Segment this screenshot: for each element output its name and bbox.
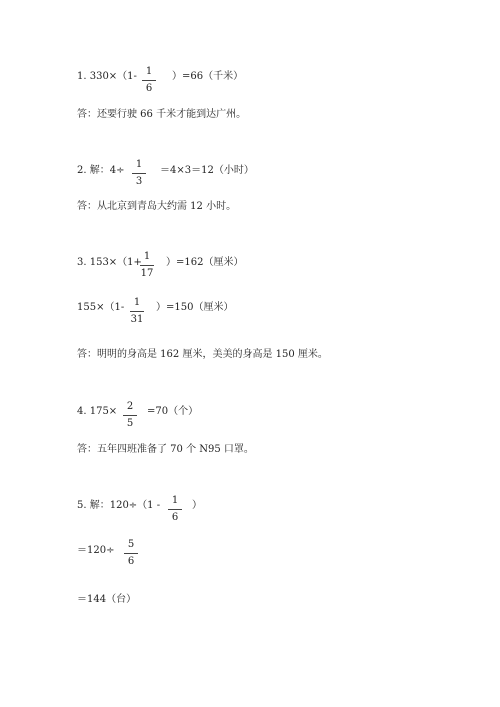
- p3-answer: 答：明明的身高是 162 厘米，美美的身高是 150 厘米。: [77, 349, 328, 360]
- p1-fraction-numerator: 1: [145, 66, 153, 77]
- p5-line1-denominator: 6: [171, 512, 179, 523]
- p3-line1-start: 3. 153×（1+: [77, 257, 142, 268]
- p2-fraction-denominator: 3: [135, 176, 143, 187]
- p5-line1-numerator: 1: [171, 495, 179, 506]
- p4-fraction-numerator: 2: [126, 401, 134, 412]
- p3-line1-fraction: [136, 251, 158, 280]
- p5-line2-fraction: [120, 539, 142, 568]
- fraction-bar: [142, 80, 156, 81]
- p5-line1-fraction: [164, 495, 186, 524]
- p4-expression-start: 4. 175×: [77, 406, 118, 417]
- p4-fraction-denominator: 5: [126, 418, 134, 429]
- p3-line1-end: ）=162（厘米）: [166, 257, 244, 268]
- fraction-bar: [130, 311, 144, 312]
- p5-line2-start: ＝120÷: [77, 545, 115, 556]
- p1-answer: 答：还要行驶 66 千米才能到达广州。: [77, 109, 247, 120]
- p4-fraction: [119, 401, 141, 430]
- p3-line2-start: 155×（1-: [77, 302, 125, 313]
- fraction-bar: [124, 553, 138, 554]
- p5-line2-numerator: 5: [127, 539, 135, 550]
- fraction-bar: [140, 265, 154, 266]
- p1-expression-end: ）=66（千米）: [172, 71, 244, 82]
- p3-line2-numerator: 1: [133, 297, 141, 308]
- p1-fraction: [138, 66, 160, 95]
- p4-expression-end: =70（个）: [147, 406, 199, 417]
- p4-answer: 答：五年四班准备了 70 个 N95 口罩。: [77, 444, 254, 455]
- fraction-bar: [168, 509, 182, 510]
- p5-line1-end: ）: [192, 500, 202, 511]
- p3-line1-numerator: 1: [143, 251, 151, 262]
- p2-expression-start: 2. 解：4÷: [77, 165, 125, 176]
- p5-line1-start: 5. 解：120÷（1 -: [77, 500, 161, 511]
- p5-line2-denominator: 6: [127, 556, 135, 567]
- p2-answer: 答：从北京到青岛大约需 12 小时。: [77, 201, 237, 212]
- p2-expression-end: ＝4×3＝12（小时）: [160, 165, 254, 176]
- p2-fraction-numerator: 1: [135, 159, 143, 170]
- fraction-bar: [132, 173, 146, 174]
- p3-line2-denominator: 31: [130, 314, 144, 325]
- p5-line3: ＝144（台）: [77, 594, 137, 605]
- p2-fraction: [128, 159, 150, 188]
- p3-line2-fraction: [126, 297, 148, 326]
- fraction-bar: [123, 415, 137, 416]
- p1-expression-start: 1. 330×（1-: [77, 71, 137, 82]
- p1-fraction-denominator: 6: [145, 83, 153, 94]
- p3-line1-denominator: 17: [140, 268, 154, 279]
- p3-line2-end: ）=150（厘米）: [156, 302, 234, 313]
